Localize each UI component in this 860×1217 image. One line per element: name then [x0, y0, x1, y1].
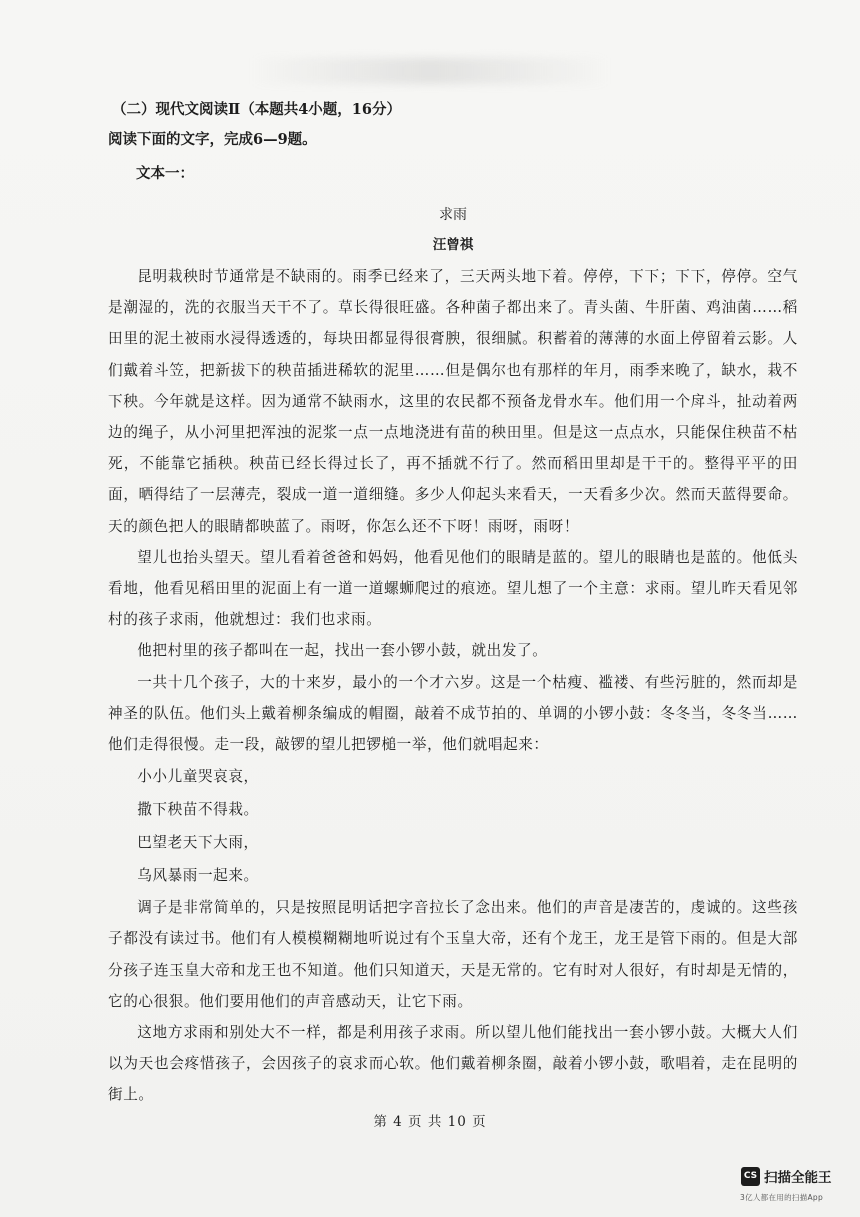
camscanner-logo-icon: CS: [741, 1167, 760, 1186]
essay-title: 求雨: [439, 207, 467, 223]
paragraph: 他把村里的孩子都叫在一起，找出一套小锣小鼓，就出发了。: [137, 642, 548, 660]
paragraph: 昆明栽秧时节通常是不缺雨的。雨季已经来了，三天两头地下着。停停，下下；下下，停停。空气是潮湿的，洗的衣服当天干不了。草长得很旺盛。各种菌子都出来了。青头菌、牛肝菌、鸡油菌……稻田里的泥土被雨水浸得透透的，每块田都显得很膏腴，很细腻。积蓄着的薄薄的水面上停留着云影。人们戴着斗笠，把新拔下的秧苗插进稀软的泥里……但是偶尔也有那样的年月，雨季来晚了，缺水，栽不下秧。今年就是这样。因为通常不缺雨水，这里的农民都不预备龙骨水车。他们用一个戽斗，扯动着两边的绳子，从小河里把浑浊的泥浆一点一点地浇进有苗的秧田里。但是这一点点水，只能保住秧苗不枯死，不能靠它插秧。秧苗已经长得过长了，再不插就不行了。然而稻田里却是干干的。整得平平的田面，晒得结了一层薄壳，裂成一道一道细缝。多少人仰起头来看天，一天看多少次。然而天蓝得要命。天的颜色把人的眼睛都映蓝了。雨呀，你怎么还不下呀！雨呀，雨呀！: [108, 268, 798, 535]
paragraph: 这地方求雨和别处大不一样，都是利用孩子求雨。所以望儿他们能找出一套小锣小鼓。大概大人们以为天也会疼惜孩子，会因孩子的哀求而心软。他们戴着柳条圈，敲着小锣小鼓，歌唱着，走在昆明的街上。: [108, 1024, 798, 1104]
poem-line: 巴望老天下大雨，: [137, 834, 259, 852]
essay-author: 汪曾祺: [432, 237, 474, 253]
reading-instruction: 阅读下面的文字，完成6—9题。: [108, 131, 317, 148]
text-label: 文本一：: [136, 165, 194, 182]
paragraph: 一共十几个孩子，大的十来岁，最小的一个才六岁。这是一个枯瘦、褴褛、有些污脏的，然而却是神圣的队伍。他们头上戴着柳条编成的帽圈，敲着不成节拍的、单调的小锣小鼓：冬冬当，冬冬当……他们走得很慢。走一段，敲锣的望儿把锣槌一举，他们就唱起来：: [108, 673, 798, 754]
paragraph: 望儿也抬头望天。望儿看着爸爸和妈妈，他看见他们的眼睛是蓝的。望儿的眼睛也是蓝的。他低头看地，他看见稻田里的泥面上有一道一道螺蛳爬过的痕迹。望儿想了一个主意：求雨。望儿昨天看见邻村的孩子求雨，他就想过：我们也求雨。: [108, 548, 798, 629]
paragraph: 调子是非常简单的，只是按照昆明话把字音拉长了念出来。他们的声音是凄苦的，虔诚的。这些孩子都没有读过书。他们有人模模糊糊地听说过有个玉皇大帝，还有个龙王，龙王是管下雨的。但是大部分孩子连玉皇大帝和龙王也不知道。他们只知道天，天是无常的。它有时对人很好，有时却是无情的，它的心很狠。他们要用他们的声音感动天，让它下雨。: [108, 899, 798, 1010]
page-number: 第 4 页 共 10 页: [373, 1114, 487, 1130]
poem-line: 乌风暴雨一起来。: [137, 867, 259, 885]
poem-line: 撒下秧苗不得栽。: [137, 801, 259, 819]
page-content: [108, 96, 798, 1111]
scanner-app-name: 扫描全能王: [764, 1170, 832, 1186]
scanner-watermark: [741, 1166, 832, 1186]
poem-line: 小小儿童哭哀哀，: [137, 768, 259, 786]
scanner-tagline: 3亿人都在用的扫描App: [740, 1193, 824, 1202]
section-title: （二）现代文阅读Ⅱ（本题共4小题，16分）: [112, 101, 401, 118]
bleed-through-smudge: [250, 58, 610, 84]
